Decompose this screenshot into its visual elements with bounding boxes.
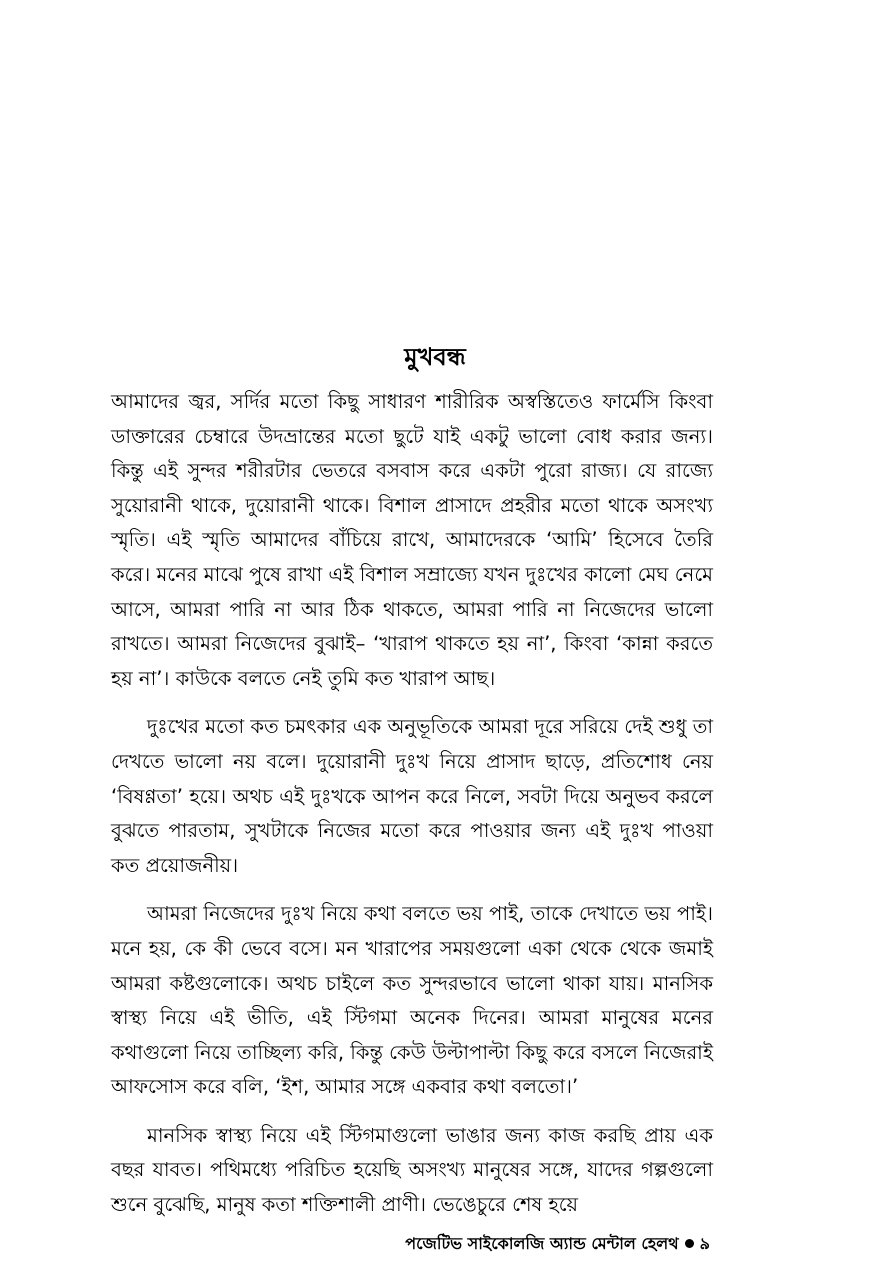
paragraph-2: দুঃখের মতো কত চমৎকার এক অনুভূতিকে আমরা দূরে সরিয়ে দেই শুধু তা দেখতে ভালো নয় বলে। দুয়োরানী দুঃখ নিয়ে প্রাসাদ ছাড়ে, প্রতিশোধ নেয় ‘বিষণ্ণতা’ হয়ে। অথচ এই দুঃখকে আপন করে নিলে, সবটা দিয়ে অনুভব করলে বুঝতে পারতাম, সুখটাকে নিজের মতো করে পাওয়ার জন্য এই দুঃখ পাওয়া কত প্রয়োজনীয়। [111,715,714,877]
footer-book-title: পজেটিভ সাইকোলজি অ্যান্ড মেন্টাল হেলথ [405,1234,679,1253]
page-number: ৯ [699,1234,710,1253]
paragraph-3: আমরা নিজেদের দুঃখ নিয়ে কথা বলতে ভয় পাই, তাকে দেখাতে ভয় পাই। মনে হয়, কে কী ভেবে বসে। মন খারাপের সময়গুলো একা থেকে থেকে জমাই আমরা কষ্টগুলোকে। অথচ চাইলে কত সুন্দরভাবে ভালো থাকা যায়। মানসিক স্বাস্থ্য নিয়ে এই ভীতি, এই স্টিগমা অনেক দিনের। আমরা মানুষের মনের কথাগুলো নিয়ে তাচ্ছিল্য করি, কিন্তু কেউ উল্টাপাল্টা কিছু করে বসলে নিজেরাই আফসোস করে বলি, ‘ইশ, আমার সঙ্গে একবার কথা বলতো।’ [111,902,713,1099]
page-footer [405,1232,710,1256]
bullet-icon [685,1239,694,1248]
page-title: মুখবন্ধ [404,343,466,372]
paragraph-1: আমাদের জ্বর, সর্দির মতো কিছু সাধারণ শারীরিক অস্বস্তিতেও ফার্মেসি কিংবা ডাক্তারের চেম্বারে উদভ্রান্তের মতো ছুটে যাই একটু ভালো বোধ করার জন্য। কিন্তু এই সুন্দর শরীরটার ভেতরে বসবাস করে একটা পুরো রাজ্য। যে রাজ্যে সুয়োরানী থাকে, দুয়োরানী থাকে। বিশাল প্রাসাদে প্রহরীর মতো থাকে অসংখ্য স্মৃতি। এই স্মৃতি আমাদের বাঁচিয়ে রাখে, আমাদেরকে ‘আমি’ হিসেবে তৈরি করে। মনের মাঝে পুষে রাখা এই বিশাল সম্রাজ্যে যখন দুঃখের কালো মেঘ নেমে আসে, আমরা পারি না আর ঠিক থাকতে, আমরা পারি না নিজেদের ভালো রাখতে। আমরা নিজেদের বুঝাই– ‘খারাপ থাকতে হয় না’, কিংবা ‘কান্না করতে হয় না’। কাউকে বলতে নেই তুমি কত খারাপ আছ। [111,390,713,690]
paragraph-4: মানসিক স্বাস্থ্য নিয়ে এই স্টিগমাগুলো ভাঙার জন্য কাজ করছি প্রায় এক বছর যাবত। পথিমধ্যে পরিচিত হয়েছি অসংখ্য মানুষের সঙ্গে, যাদের গল্পগুলো শুনে বুঝেছি, মানুষ কতা শক্তিশালী প্রাণী। ভেঙেচুরে শেষ হয়ে [111,1123,713,1217]
body-text [111,385,713,1237]
